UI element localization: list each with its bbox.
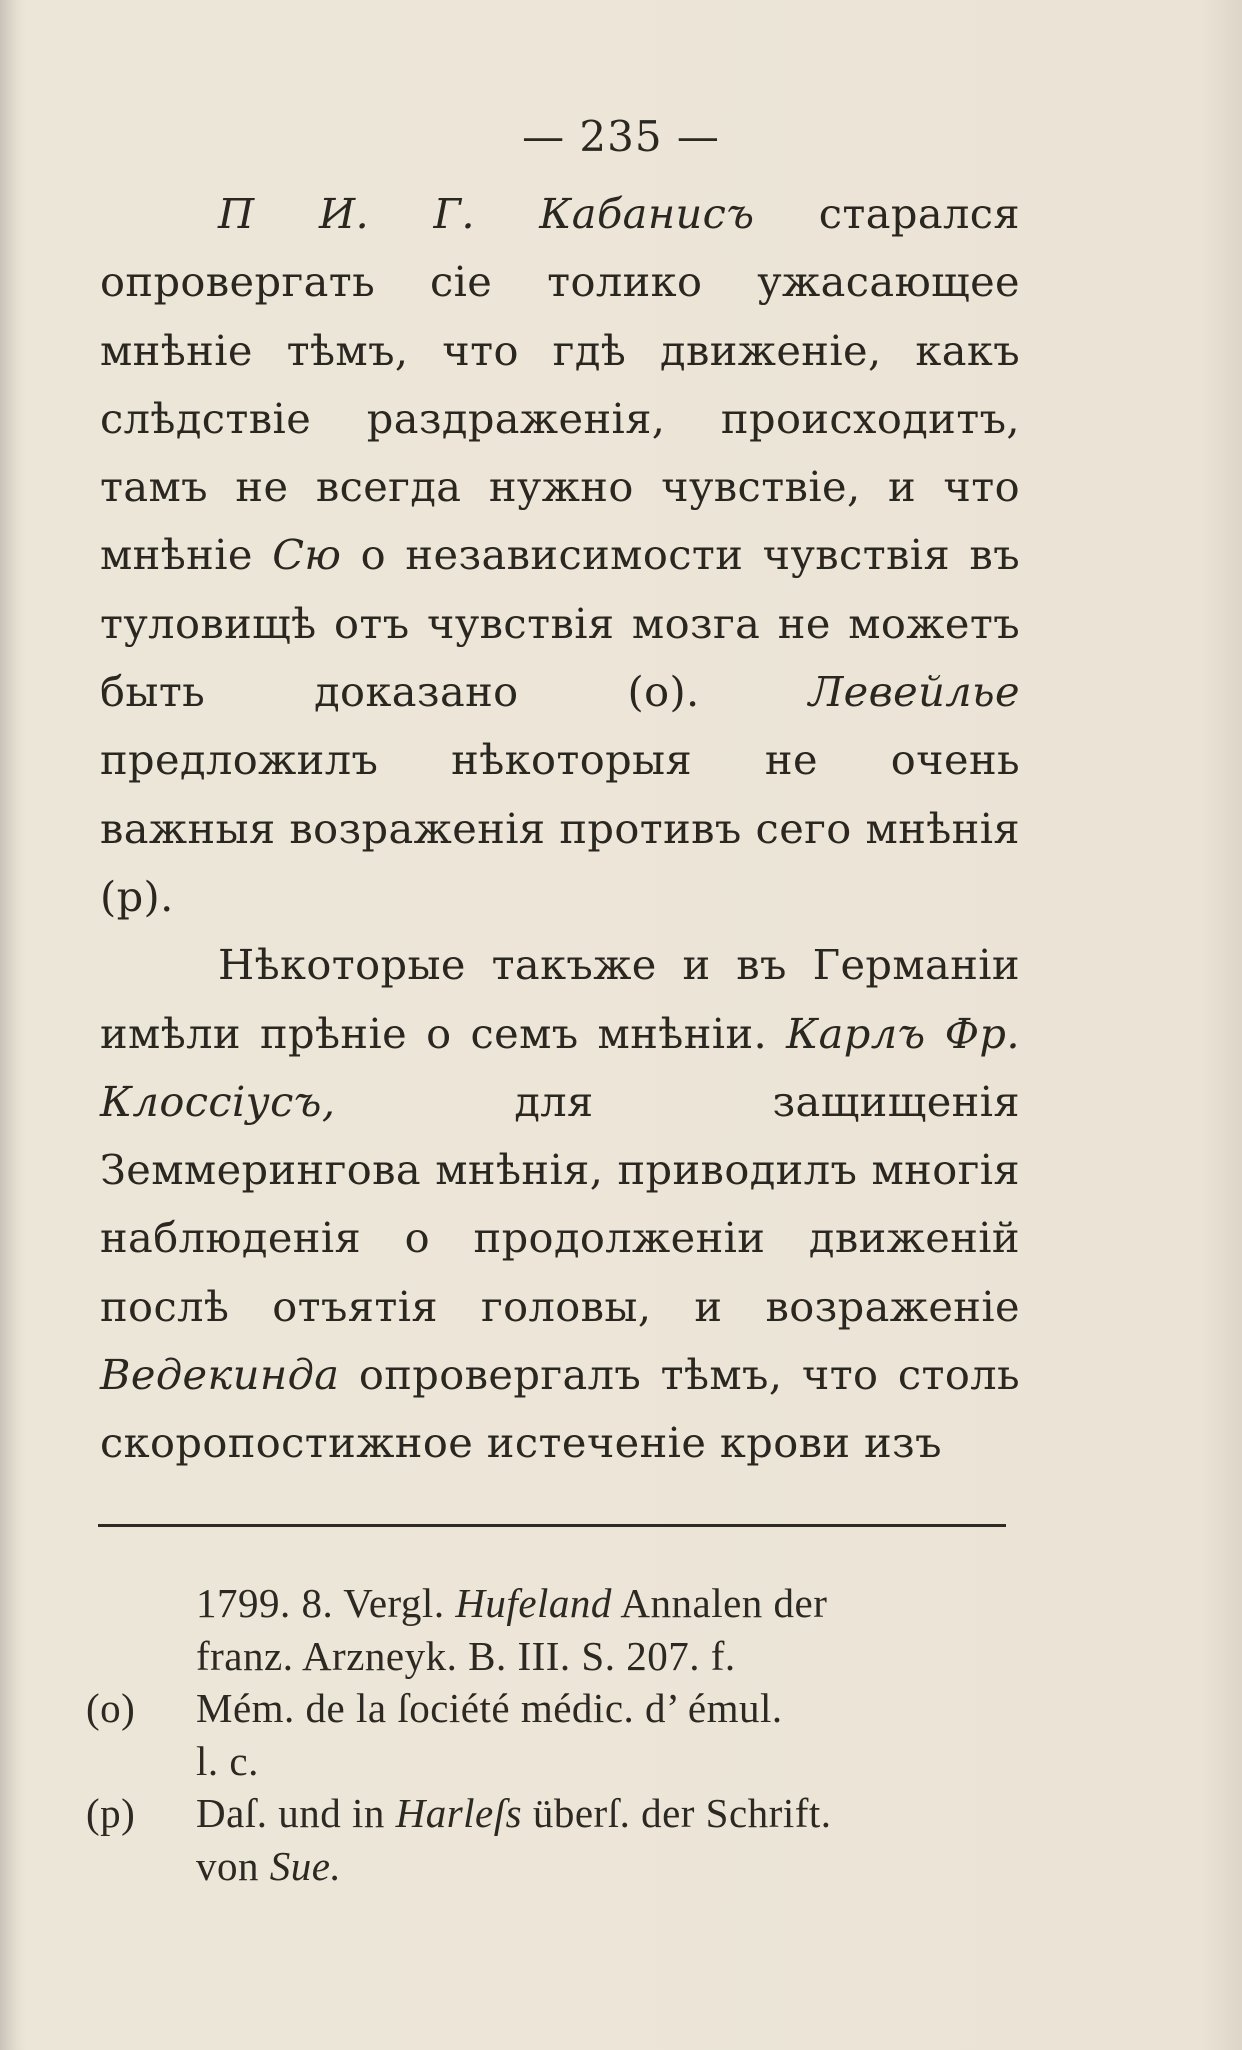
footnote-hufeland: Hufeland: [455, 1580, 612, 1626]
footnote-p-text: [196, 1787, 1016, 1892]
footnotes: [86, 1577, 1016, 1892]
page-number: — 235 —: [522, 112, 720, 161]
paragraph-1-text-c: предложилъ нѣкоторыя не очень важныя возраженія противъ сего мнѣнія (p).: [100, 735, 1020, 921]
footnote-continued-line1c: Annalen der: [611, 1580, 828, 1626]
footnote-continued-line1a: 1799. 8. Vergl.: [196, 1580, 456, 1626]
footnote-o-line2: l. c.: [196, 1737, 259, 1784]
paragraph-2: [100, 931, 1020, 1477]
footnote-p-line2a: von: [196, 1842, 270, 1889]
footnote-p-line1c: überſ. der Schrift.: [522, 1790, 832, 1836]
main-text: [100, 180, 1020, 1478]
author-name-leveille: Левейлье: [808, 667, 1020, 717]
paragraph-2-text-b: для защищенія Земмерингова мнѣнія, приводилъ многія наблюденія о продолженіи движеній послѣ отъятія головы, и возраженіе: [100, 1076, 1020, 1331]
author-name-cabanis: П И. Г. Кабанисъ: [218, 189, 755, 238]
footnote-sue: Sue.: [269, 1842, 342, 1889]
paragraph-2-text-c: опровергалъ тѣмъ, что столь скоропостижное истеченіе крови изъ: [100, 1350, 1020, 1468]
footnote-mark-p: (p): [86, 1790, 136, 1836]
footnote-p-line1a: Daſ. und in: [196, 1790, 396, 1836]
paragraph-1: [100, 180, 1020, 931]
footnote-o: [86, 1682, 1016, 1787]
paragraph-1-text-a: старался опровергать сіе толико ужасающее мнѣніе тѣмъ, что гдѣ движеніе, какъ слѣдствіе раздраженія, происходитъ, тамъ не всегда нужно чувствіе, и что мнѣніе: [100, 189, 1020, 580]
footnote-continued: [86, 1577, 1016, 1682]
footnote-divider: [98, 1524, 1006, 1527]
footnote-continued-text: [196, 1577, 1016, 1682]
footnote-harless: Harleſs: [395, 1790, 523, 1836]
paragraph-2-text-a: Нѣкоторые такъже и въ Германіи имѣли прѣніе о семъ мнѣніи.: [100, 940, 1020, 1058]
footnote-p: [86, 1787, 1016, 1892]
footnote-o-text: [196, 1682, 1016, 1787]
footnote-continued-line2: franz. Arzneyk. B. III. S. 207. f.: [196, 1632, 736, 1679]
footnote-mark-o: (o): [86, 1685, 136, 1731]
page-binding-edge: [0, 0, 18, 2050]
author-name-klossius: Карлъ Фр. Клоссіусъ,: [100, 1008, 1020, 1126]
author-name-wedekind: Ведекинда: [100, 1350, 340, 1400]
author-name-sue: Сю: [272, 530, 342, 580]
footnote-o-line1: Mém. de la ſociété médic. d’ émul.: [196, 1685, 783, 1731]
paragraph-1-text-b: о независимости чувствія въ туловищѣ отъ чувствія мозга не можетъ быть доказано (o).: [100, 530, 1020, 717]
